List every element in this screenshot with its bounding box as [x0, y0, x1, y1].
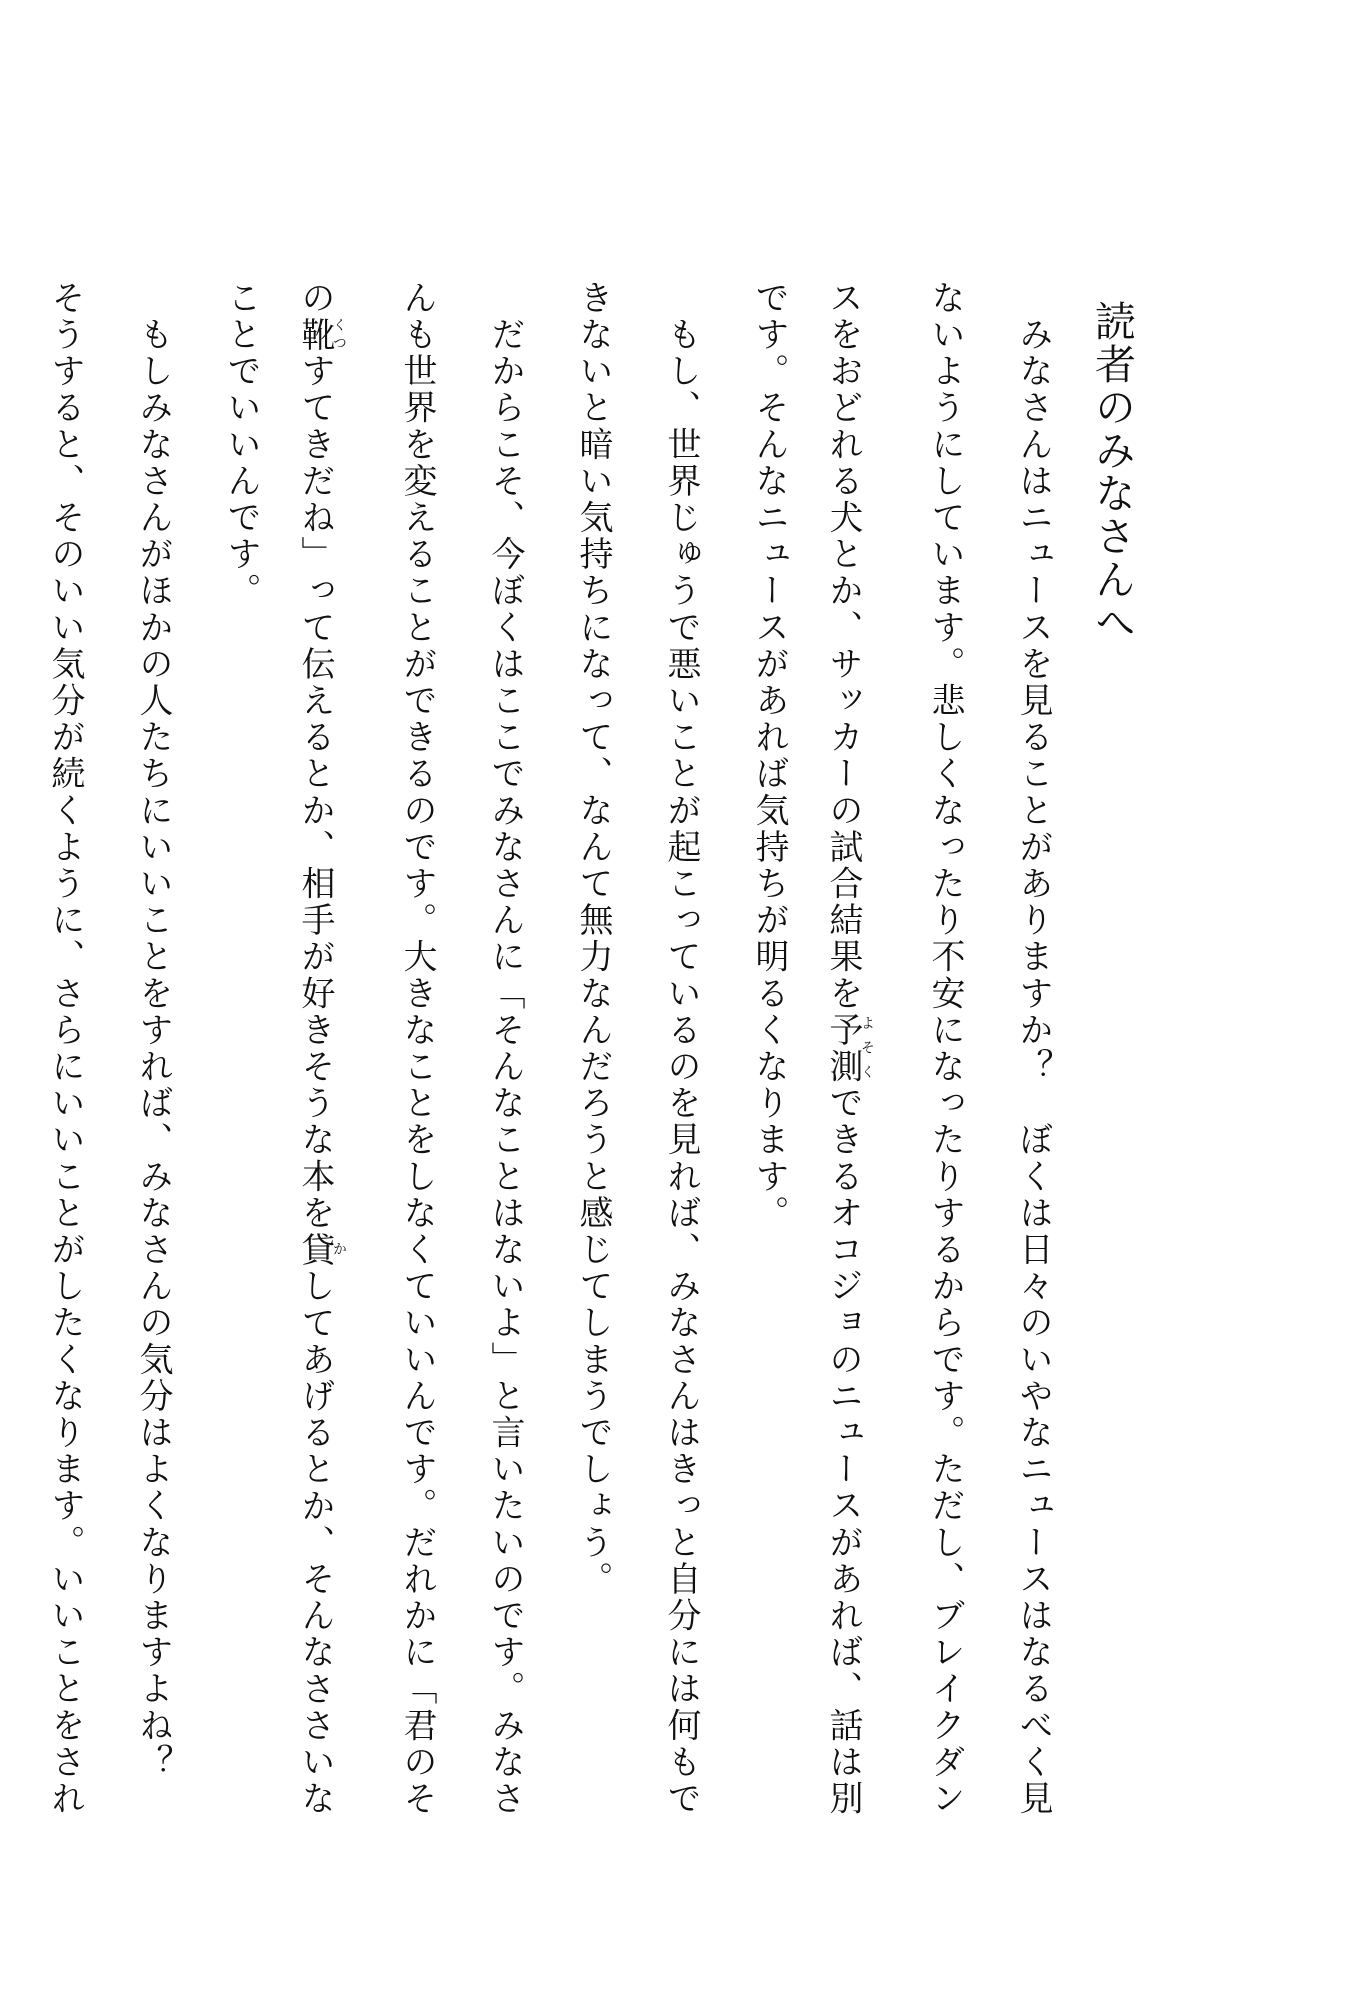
line-text-before: スをおどれる犬とか、サッカーの試合結果を: [823, 280, 863, 1012]
line-text-after: できるオコジョのニュースがあれば、話は別: [823, 1085, 863, 1818]
body-line: もしみなさんがほかの人たちにいいことをすれば、みなさんの気分はよくなりますよね？: [133, 280, 173, 1781]
page-title: 読者のみなさんへ: [1088, 300, 1136, 644]
ruby-word: 予測よそく: [823, 1012, 875, 1086]
body-line: んも世界を変えることができるのです。大きなことをしなくていいんです。だれかに「君のそ: [397, 280, 437, 1818]
body-line: みなさんはニュースを見ることがありますか？ ぼくは日々のいやなニュースはなるべく見: [1013, 280, 1053, 1818]
body-line: [823, 280, 875, 1818]
body-line: だからこそ、今ぼくはここでみなさんに「そんなことはないよ」と言いたいのです。みなさ: [485, 280, 525, 1818]
ruby-word: 貸か: [295, 1231, 347, 1269]
body-line: の靴くつすてきだね」って伝えるとか、相手が好きそうな本を貸かしてあげるとか、そんなささいな: [295, 280, 347, 1818]
body-line: きないと暗い気持ちになって、なんて無力なんだろうと感じてしまうでしょう。: [573, 280, 613, 1598]
ruby-word: 靴くつ: [295, 316, 347, 354]
ruby-reading: くつ: [331, 316, 347, 354]
ruby-reading: か: [331, 1231, 347, 1269]
body-line: です。そんなニュースがあれば気持ちが明るくなります。: [749, 280, 789, 1232]
ruby-reading: よそく: [859, 1012, 875, 1086]
body-line: ことでいいんです。: [221, 280, 261, 610]
body-line: もし、世界じゅうで悪いことが起こっているのを見れば、みなさんはきっと自分には何もで: [661, 280, 701, 1818]
body-line: ないようにしています。悲しくなったり不安になったりするからです。ただし、ブレイクダン: [925, 280, 965, 1818]
body-line: そうすると、そのいい気分が続くように、さらにいいことがしたくなります。いいことをされ: [45, 280, 85, 1818]
